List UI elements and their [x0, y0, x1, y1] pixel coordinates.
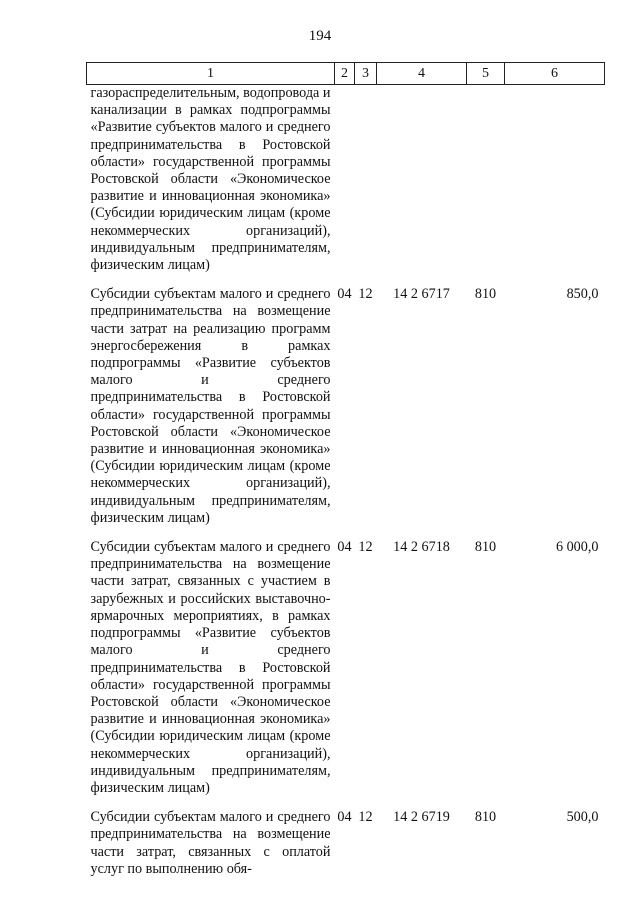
header-col-3: 3	[355, 63, 377, 85]
row-subsection	[355, 85, 377, 287]
page-number: 194	[308, 28, 332, 44]
row-subsection: 12	[358, 286, 373, 303]
row-description: газораспределительным, водопровода и канализации в рамках подпрограммы «Развитие субъектов малого и среднего предпринимательства в Ростовской области» государственной программы Ростовской области «Экономическое развитие и инновационная экономика» (Субсидии юридическим лицам (кроме некоммерческих организаций), индивидуальным предпринимателям, физическим лицам)	[90, 85, 331, 274]
row-expense-type	[467, 85, 505, 287]
header-row	[87, 63, 605, 85]
row-subsection: 12	[358, 539, 373, 556]
table-row	[87, 286, 605, 539]
row-subsection: 12	[358, 809, 373, 826]
row-section: 04	[337, 539, 352, 556]
row-amount: 6 000,0	[555, 539, 599, 556]
table-body	[87, 85, 605, 878]
table-row	[87, 809, 605, 878]
row-section: 04	[337, 809, 352, 826]
row-section	[335, 85, 355, 287]
row-target-article: 14 2 6717	[393, 286, 450, 303]
header-col-4: 4	[377, 63, 467, 85]
header-col-1: 1	[87, 63, 335, 85]
row-target-article: 14 2 6719	[393, 809, 450, 826]
table-row	[87, 85, 605, 287]
row-expense-type: 810	[474, 809, 497, 826]
header-col-6: 6	[505, 63, 605, 85]
row-expense-type: 810	[474, 286, 497, 303]
header-col-2: 2	[335, 63, 355, 85]
row-amount	[505, 85, 605, 287]
row-description: Субсидии субъектам малого и среднего предпринимательства на возмещение части затрат на реализацию программ энергосбережения в рамках подпрограммы «Развитие субъектов малого и среднего предпринимательства в Ростовской области» государственной программы Ростовской области «Экономическое развитие и инновационная экономика» (Субсидии юридическим лицам (кроме некоммерческих организаций), индивидуальным предпринимателям, физическим лицам)	[90, 286, 331, 526]
row-description: Субсидии субъектам малого и среднего предпринимательства на возмещение части затрат, связанных с участием в зарубежных и российских выставочно-ярмарочных мероприятиях, в рамках подпрограммы «Развитие субъектов малого и среднего предпринимательства в Ростовской области» государственной программы Ростовской области «Экономическое развитие и инновационная экономика» (Субсидии юридическим лицам (кроме некоммерческих организаций), индивидуальным предпринимателям, физическим лицам)	[90, 539, 331, 796]
row-target-article	[377, 85, 467, 287]
row-target-article: 14 2 6718	[393, 539, 450, 556]
table-header	[87, 63, 605, 85]
row-description: Субсидии субъектам малого и среднего предпринимательства на возмещение части затрат, связанных с оплатой услуг по выполнению обя-	[90, 809, 331, 877]
table-row	[87, 539, 605, 809]
row-section: 04	[337, 286, 352, 303]
budget-table	[86, 62, 605, 878]
row-expense-type: 810	[474, 539, 497, 556]
row-amount: 850,0	[566, 286, 599, 303]
row-amount: 500,0	[566, 809, 599, 826]
header-col-5: 5	[467, 63, 505, 85]
